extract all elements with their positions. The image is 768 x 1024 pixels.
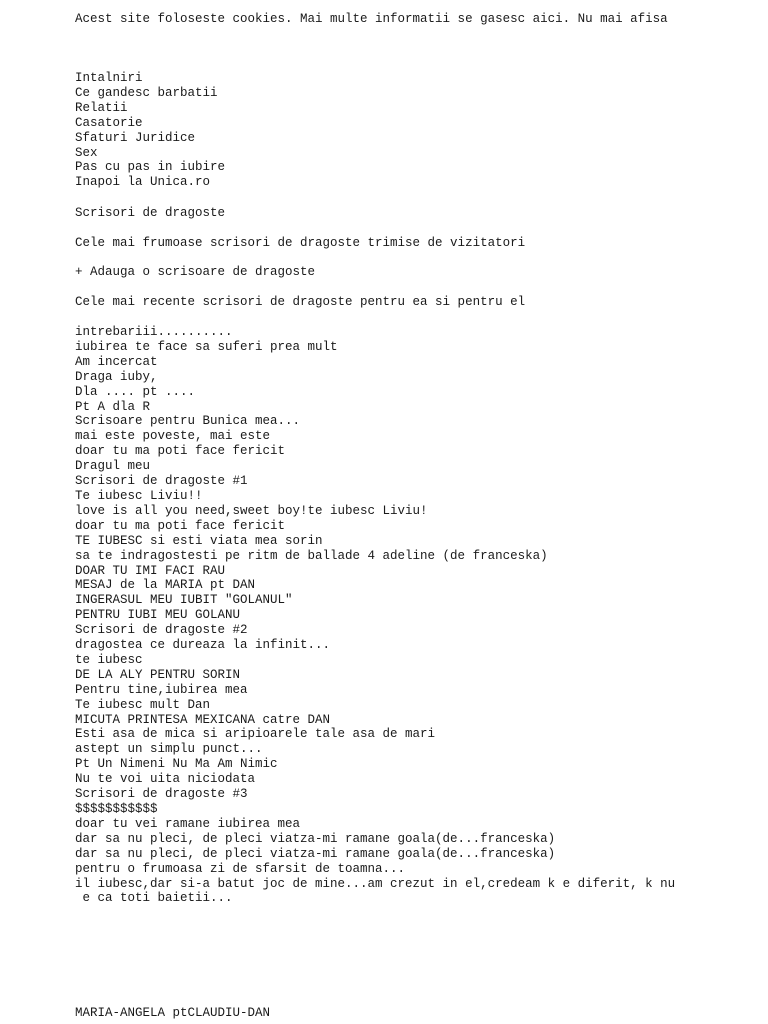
- recent-letters-heading: Cele mai recente scrisori de dragoste pentru ea si pentru el: [75, 295, 526, 309]
- letter-link[interactable]: Am incercat: [75, 354, 158, 369]
- letter-link[interactable]: Scrisori de dragoste #1: [75, 474, 248, 489]
- letter-link[interactable]: doar tu ma poti face fericit: [75, 444, 286, 459]
- nav-item-link[interactable]: Sfaturi Juridice: [75, 130, 196, 145]
- letter-link[interactable]: doar tu ma poti face fericit: [75, 518, 286, 533]
- nav-item-link[interactable]: Sex: [75, 145, 98, 160]
- letter-link[interactable]: MESAJ de la MARIA pt DAN: [75, 578, 256, 593]
- letter-link[interactable]: Draga iuby,: [75, 369, 158, 384]
- cookie-more-info-link[interactable]: aici.: [532, 12, 571, 26]
- letter-link[interactable]: Nu te voi uita niciodata: [75, 772, 256, 787]
- letter-link[interactable]: Te iubesc Liviu!!: [75, 488, 203, 503]
- letter-link[interactable]: Te iubesc mult Dan: [75, 697, 211, 712]
- nav-item-link[interactable]: Ce gandesc barbatii: [75, 85, 218, 100]
- section-title: Scrisori de dragoste: [75, 206, 226, 220]
- letter-link[interactable]: dar sa nu pleci, de pleci viatza-mi ramane goala(de...franceska): [75, 831, 556, 846]
- letter-link[interactable]: Esti asa de mica si aripioarele tale asa de mari: [75, 727, 436, 742]
- letter-link[interactable]: DE LA ALY PENTRU SORIN: [75, 667, 241, 682]
- nav-item-link[interactable]: Casatorie: [75, 115, 143, 130]
- letter-link[interactable]: Pentru tine,iubirea mea: [75, 682, 248, 697]
- nav-item-link[interactable]: Pas cu pas in iubire: [75, 160, 226, 175]
- section-subtitle: Cele mai frumoase scrisori de dragoste trimise de vizitatori: [75, 236, 526, 250]
- cookie-dismiss-link[interactable]: Nu mai afisa: [577, 12, 668, 26]
- letter-link[interactable]: iubirea te face sa suferi prea mult: [75, 339, 338, 354]
- letter-link[interactable]: MARIA-ANGELA ptCLAUDIU-DAN: [75, 1006, 271, 1020]
- letter-link[interactable]: Dragul meu: [75, 459, 151, 474]
- letter-link[interactable]: Scrisori de dragoste #3: [75, 787, 248, 802]
- cookie-notice-text: Acest site foloseste cookies. Mai multe informatii se gasesc: [75, 12, 533, 26]
- letter-link[interactable]: mai este poveste, mai este: [75, 429, 271, 444]
- letter-link[interactable]: doar tu vei ramane iubirea mea: [75, 816, 301, 831]
- letter-link[interactable]: Pt A dla R: [75, 399, 151, 414]
- letters-list: [75, 325, 675, 906]
- letter-link[interactable]: dragostea ce dureaza la infinit...: [75, 638, 331, 653]
- letter-link[interactable]: Pt Un Nimeni Nu Ma Am Nimic: [75, 757, 278, 772]
- letter-link[interactable]: il iubesc,dar si-a batut joc de mine...am crezut in el,credeam k e diferit, k nu e ca toti baietii...: [75, 876, 676, 906]
- nav-item-link[interactable]: Inapoi la Unica.ro: [75, 175, 211, 190]
- letter-link[interactable]: DOAR TU IMI FACI RAU: [75, 563, 226, 578]
- letter-link[interactable]: dar sa nu pleci, de pleci viatza-mi ramane goala(de...franceska): [75, 846, 556, 861]
- letter-link[interactable]: sa te indragostesti pe ritm de ballade 4 adeline (de franceska): [75, 548, 548, 563]
- add-letter-link[interactable]: + Adauga o scrisoare de dragoste: [75, 265, 316, 279]
- letter-link[interactable]: TE IUBESC si esti viata mea sorin: [75, 533, 323, 548]
- letter-link[interactable]: PENTRU IUBI MEU GOLANU: [75, 608, 241, 623]
- main-navigation: [75, 71, 225, 190]
- letter-link[interactable]: $$$$$$$$$$$: [75, 802, 158, 816]
- nav-item-link[interactable]: Intalniri: [75, 71, 143, 85]
- letter-link[interactable]: Scrisori de dragoste #2: [75, 623, 248, 638]
- letter-link[interactable]: INGERASUL MEU IUBIT "GOLANUL": [75, 593, 293, 608]
- letter-link[interactable]: Scrisoare pentru Bunica mea...: [75, 414, 301, 429]
- letter-link[interactable]: pentru o frumoasa zi de sfarsit de toamna...: [75, 861, 406, 876]
- letter-link[interactable]: te iubesc: [75, 652, 143, 667]
- letter-link[interactable]: love is all you need,sweet boy!te iubesc Liviu!: [75, 503, 428, 518]
- letter-link[interactable]: astept un simplu punct...: [75, 742, 263, 757]
- cookie-notice: [75, 12, 668, 27]
- letter-link[interactable]: Dla .... pt ....: [75, 384, 196, 399]
- nav-item-link[interactable]: Relatii: [75, 100, 128, 115]
- letter-link[interactable]: MICUTA PRINTESA MEXICANA catre DAN: [75, 712, 331, 727]
- letter-link[interactable]: intrebariii..........: [75, 325, 233, 339]
